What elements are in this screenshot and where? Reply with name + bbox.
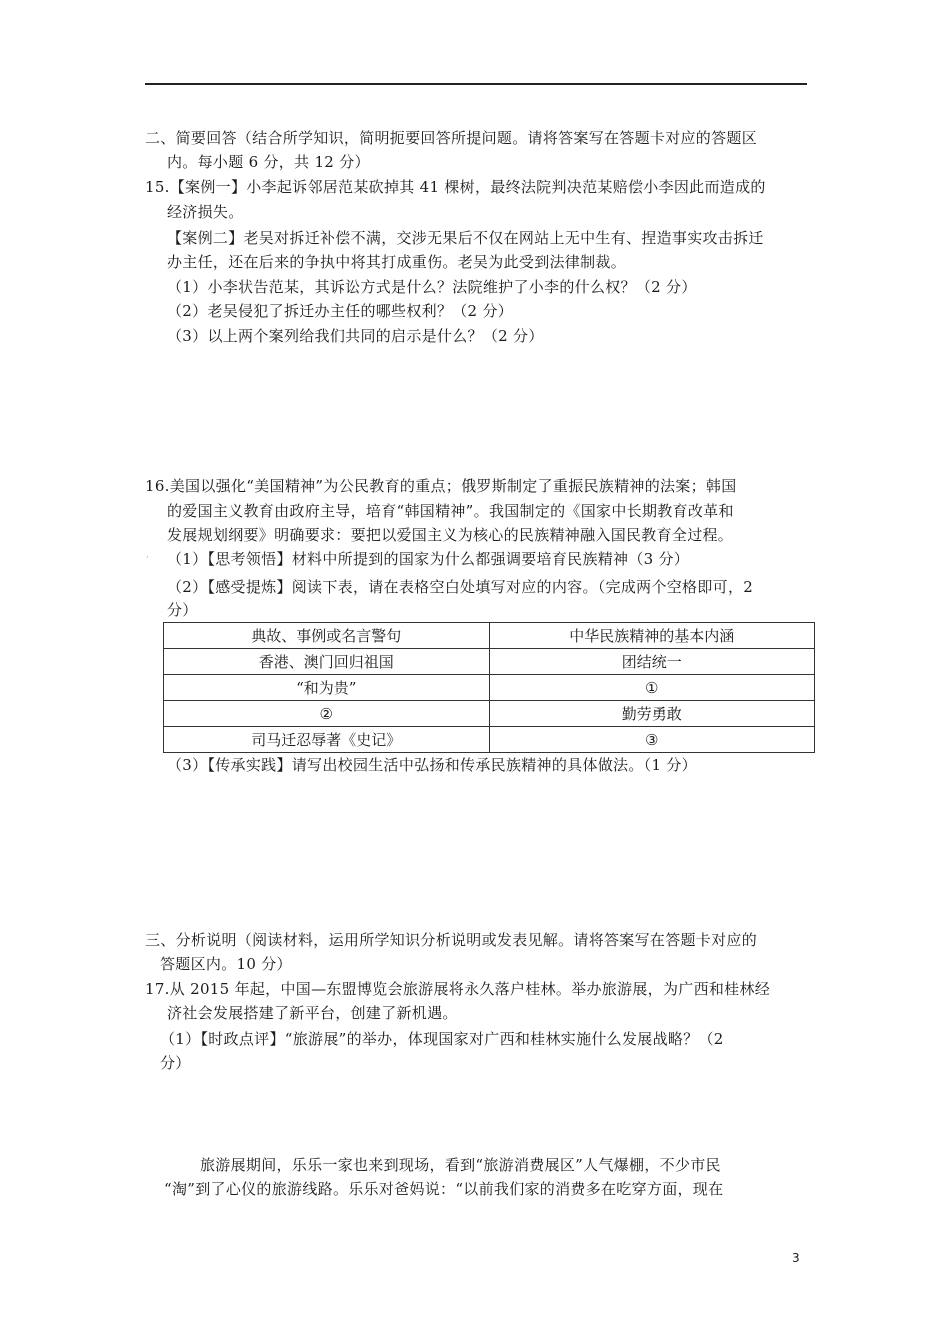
q15-sub2: （2）老吴侵犯了拆迁办主任的哪些权利？（2 分） — [167, 302, 514, 320]
q17-sub1-line2: 分） — [160, 1054, 191, 1072]
q15-case1-line2: 经济损失。 — [167, 203, 244, 221]
q15-case1-line1: 15.【案例一】小李起诉邻居范某砍掉其 41 棵树，最终法院判决范某赔偿小李因此而造成的 — [145, 178, 766, 196]
q16-line2: 的爱国主义教育由政府主导，培育“韩国精神”。我国制定的《国家中长期教育改革和 — [167, 502, 734, 520]
q17-line1: 17.从 2015 年起，中国—东盟博览会旅游展将永久落户桂林。举办旅游展，为广西和桂林经 — [145, 980, 771, 998]
table-row — [164, 675, 815, 701]
q16-sub1: （1）【思考领悟】材料中所提到的国家为什么都强调要培育民族精神（3 分） — [167, 550, 690, 568]
q16-sub2-line2: 分） — [167, 601, 198, 619]
q17-sub1-line1: （1）【时政点评】“旅游展”的举办，体现国家对广西和桂林实施什么发展战略？（2 — [160, 1030, 724, 1048]
table-cell: 香港、澳门回归祖国 — [164, 649, 490, 675]
q15-case2-line2: 办主任，还在后来的争执中将其打成重伤。老吴为此受到法律制裁。 — [167, 253, 627, 271]
section2-heading-cont: 内。每小题 6 分，共 12 分） — [167, 153, 370, 171]
q15-case2-line1: 【案例二】老吴对拆迁补偿不满，交涉无果后不仅在网站上无中生有、捏造事实攻击拆迁 — [167, 229, 764, 247]
header-rule — [145, 83, 807, 85]
table-cell: ① — [489, 675, 815, 701]
table-cell: 司马迁忍辱著《史记》 — [164, 727, 490, 753]
table-row — [164, 727, 815, 753]
section3-heading: 三、分析说明（阅读材料，运用所学知识分析说明或发表见解。请将答案写在答题卡对应的 — [145, 931, 758, 949]
table-cell: ② — [164, 701, 490, 727]
q16-sub3: （3）【传承实践】请写出校园生活中弘扬和传承民族精神的具体做法。（1 分） — [167, 756, 697, 774]
table-header-cell: 典故、事例或名言警句 — [164, 623, 490, 649]
table-row — [164, 649, 815, 675]
q16-line3: 发展规划纲要》明确要求：要把以爱国主义为核心的民族精神融入国民教育全过程。 — [167, 526, 734, 544]
table-cell: “和为贵” — [164, 675, 490, 701]
q15-sub3: （3）以上两个案列给我们共同的启示是什么？（2 分） — [167, 327, 544, 345]
section2-heading: 二、简要回答（结合所学知识，简明扼要回答所提问题。请将答案写在答题卡对应的答题区 — [145, 129, 758, 147]
table-cell: 团结统一 — [489, 649, 815, 675]
section3-heading-cont: 答题区内。10 分） — [160, 955, 292, 973]
table-cell: 勤劳勇敢 — [489, 701, 815, 727]
table-header-cell: 中华民族精神的基本内涵 — [489, 623, 815, 649]
table-header-row — [164, 623, 815, 649]
q17-paragraph-line1: 旅游展期间，乐乐一家也来到现场，看到“旅游消费展区”人气爆棚，不少市民 — [200, 1156, 721, 1174]
q16-sub2-line1: （2）【感受提炼】阅读下表，请在表格空白处填写对应的内容。（完成两个空格即可，2 — [167, 578, 754, 596]
q17-line2: 济社会发展搭建了新平台，创建了新机遇。 — [167, 1004, 458, 1022]
spirit-table — [163, 622, 815, 753]
table-cell: ③ — [489, 727, 815, 753]
q15-sub1: （1）小李状告范某，其诉讼方式是什么？法院维护了小李的什么权？（2 分） — [167, 278, 697, 296]
q17-paragraph-line2: “淘”到了心仪的旅游线路。乐乐对爸妈说：“以前我们家的消费多在吃穿方面，现在 — [164, 1180, 724, 1198]
table-row — [164, 701, 815, 727]
page-number: 3 — [792, 1251, 800, 1265]
q16-line1: 16.美国以强化“美国精神”为公民教育的重点；俄罗斯制定了重振民族精神的法案；韩国 — [145, 477, 737, 495]
stray-mark: · — [146, 553, 149, 563]
